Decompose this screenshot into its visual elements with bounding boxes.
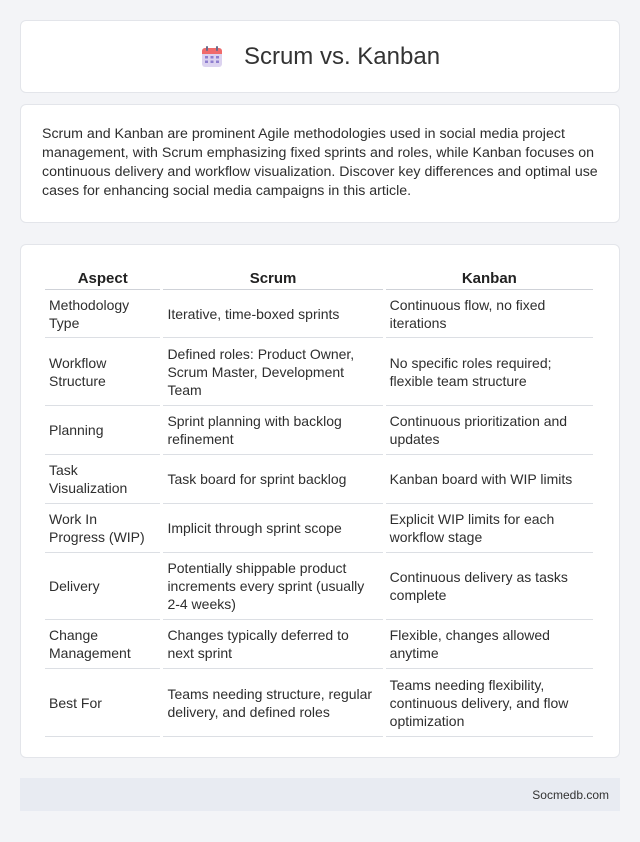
aspect-cell: Methodology Type xyxy=(45,290,160,338)
footer-site-link[interactable]: Socmedb.com xyxy=(532,787,609,802)
kanban-cell: Continuous delivery as tasks complete xyxy=(386,553,593,620)
header-scrum: Scrum xyxy=(163,264,382,290)
table-row xyxy=(45,406,593,455)
header-kanban: Kanban xyxy=(386,264,593,290)
aspect-cell: Task Visualization xyxy=(45,455,160,504)
scrum-cell: Sprint planning with backlog refinement xyxy=(163,406,382,455)
footer xyxy=(20,778,620,811)
aspect-cell: Planning xyxy=(45,406,160,455)
table-row xyxy=(45,338,593,406)
table-row xyxy=(45,504,593,553)
kanban-cell: No specific roles required; flexible team structure xyxy=(386,338,593,406)
scrum-cell: Changes typically deferred to next sprint xyxy=(163,620,382,669)
kanban-cell: Teams needing flexibility, continuous delivery, and flow optimization xyxy=(386,669,593,737)
aspect-cell: Work In Progress (WIP) xyxy=(45,504,160,553)
intro-card xyxy=(20,104,620,223)
header-aspect: Aspect xyxy=(45,264,160,290)
table-row xyxy=(45,669,593,737)
kanban-cell: Continuous flow, no fixed iterations xyxy=(386,290,593,338)
table-row xyxy=(45,553,593,620)
scrum-cell: Iterative, time-boxed sprints xyxy=(163,290,382,338)
intro-text: Scrum and Kanban are prominent Agile methodologies used in social media project management, with Scrum emphasizing fixed sprints and roles, while Kanban focuses on continuous delivery and workflow visualization. Discover key differences and optimal use cases for enhancing social media campaigns in this article. xyxy=(42,126,598,199)
aspect-cell: Best For xyxy=(45,669,160,737)
kanban-cell: Continuous prioritization and updates xyxy=(386,406,593,455)
scrum-cell: Teams needing structure, regular delivery, and defined roles xyxy=(163,669,382,737)
aspect-cell: Change Management xyxy=(45,620,160,669)
page-title: Scrum vs. Kanban xyxy=(243,42,441,70)
scrum-cell: Task board for sprint backlog xyxy=(163,455,382,504)
table-header-row xyxy=(45,264,593,290)
table-row xyxy=(45,290,593,338)
table-row xyxy=(45,620,593,669)
scrum-cell: Defined roles: Product Owner, Scrum Master, Development Team xyxy=(163,338,382,406)
title-card xyxy=(20,20,620,93)
scrum-cell: Potentially shippable product increments every sprint (usually 2-4 weeks) xyxy=(163,553,382,620)
title-wrap xyxy=(200,43,440,71)
kanban-cell: Flexible, changes allowed anytime xyxy=(386,620,593,669)
aspect-cell: Workflow Structure xyxy=(45,338,160,406)
table-row xyxy=(45,455,593,504)
calendar-icon xyxy=(200,45,224,69)
comparison-table xyxy=(42,264,596,737)
scrum-cell: Implicit through sprint scope xyxy=(163,504,382,553)
table-card xyxy=(20,244,620,758)
kanban-cell: Kanban board with WIP limits xyxy=(386,455,593,504)
aspect-cell: Delivery xyxy=(45,553,160,620)
kanban-cell: Explicit WIP limits for each workflow stage xyxy=(386,504,593,553)
